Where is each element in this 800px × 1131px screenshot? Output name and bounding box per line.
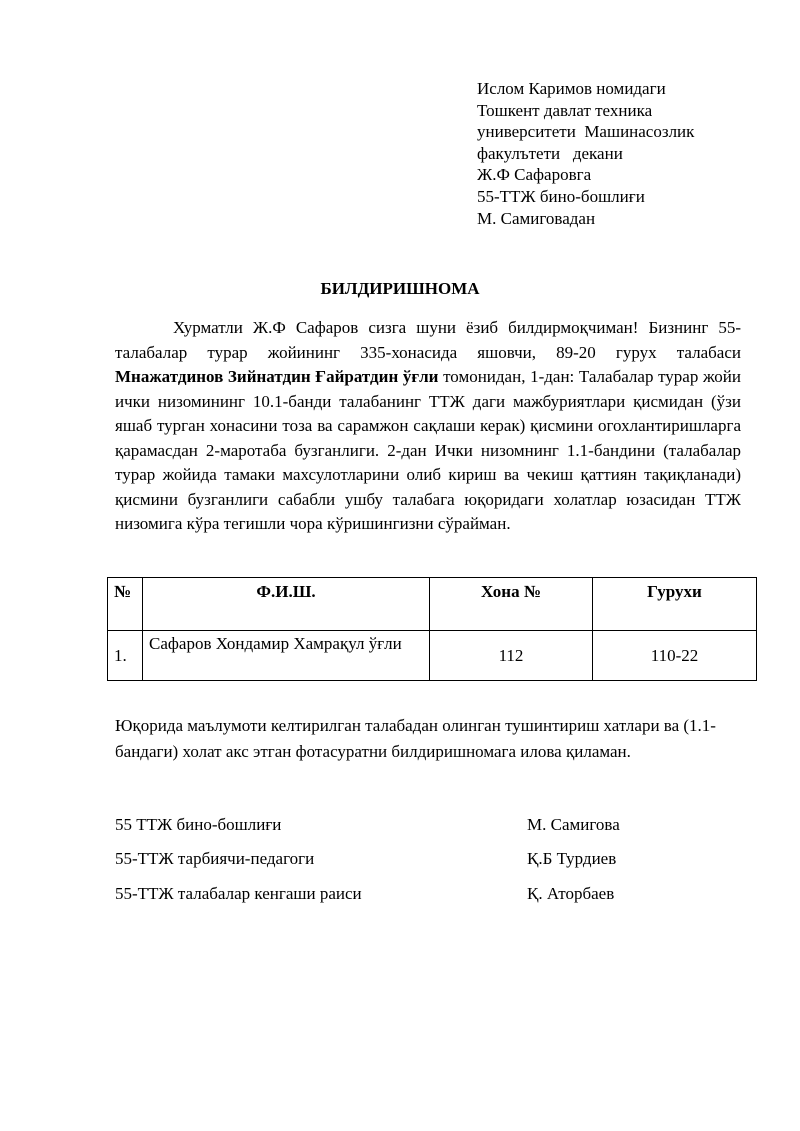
header-group: Гурухи	[593, 578, 757, 631]
signature-person: М. Самигова	[527, 815, 620, 834]
attachment-note: Юқорида маълумоти келтирилган талабадан олинган тушинтириш хатлари ва (1.1-бандаги) холат акс этган фотасуратни билдиришномага илова қиламан.	[115, 716, 716, 761]
body-text-part1: Хурматли Ж.Ф Сафаров сизга шуни ёзиб билдирмоқчиман! Бизнинг 55-талабалар турар жойининг 335-хонасида яшовчи, 89-20 гурух талабаси	[115, 318, 741, 362]
student-name-bold: Мнажатдинов Зийнатдин Ғайратдин ўғли	[115, 367, 439, 386]
signature-role: 55-ТТЖ тарбиячи-педагоги	[115, 849, 315, 868]
body-text-part2: томонидан, 1-дан: Талабалар турар жойи ички низомининг 10.1-банди талабанинг ТТЖ даги мажбуриятлари қисмидан (ўзи яшаб турган хонасини тоза ва сарамжон сақлаши керак) қисмини огохлантиришларга қарамасдан 2-маротаба бузганлиги. 2-дан Ички низомнинг 1.1-бандини (талабалар турар жойида тамаки махсулотларини олиб кириш ва чекиш қаттиян тақиқланади) қисмини бузганлиги сабабли ушбу талабага юқоридаги холатлар юзасидан ТТЖ низомига кўра тегишли чора кўришингизни сўрайман.	[115, 367, 741, 533]
signature-person: Қ. Аторбаев	[527, 884, 615, 903]
students-table	[107, 577, 757, 681]
signature-role: 55 ТТЖ бино-бошлиғи	[115, 815, 282, 834]
addressee-line: М. Самиговадан	[477, 208, 596, 228]
addressee-line: 55-ТТЖ бино-бошлиғи	[477, 186, 645, 206]
table-header-row	[108, 578, 757, 631]
signature-role: 55-ТТЖ талабалар кенгаши раиси	[115, 884, 362, 903]
signature-person: Қ.Б Турдиев	[527, 849, 617, 868]
addressee-line: Ислом Каримов номидаги	[477, 79, 666, 98]
addressee-block	[477, 78, 694, 229]
body-paragraph	[115, 316, 741, 537]
addressee-line: университети Машинасозлик	[477, 122, 695, 142]
document-title: БИЛДИРИШНОМА	[320, 279, 480, 298]
cell-fullname: Сафаров Хондамир Хамрақул ўғли	[143, 631, 430, 681]
header-room: Хона №	[430, 578, 593, 631]
table-row	[108, 631, 757, 681]
cell-room: 112	[430, 631, 593, 681]
addressee-line: Ж.Ф Сафаровга	[477, 165, 592, 185]
header-number: №	[108, 578, 143, 631]
header-fullname: Ф.И.Ш.	[143, 578, 430, 631]
cell-group: 110-22	[593, 631, 757, 681]
cell-number: 1.	[108, 631, 143, 681]
addressee-line: факулътети декани	[477, 143, 623, 163]
addressee-line: Тошкент давлат техника	[477, 100, 653, 120]
